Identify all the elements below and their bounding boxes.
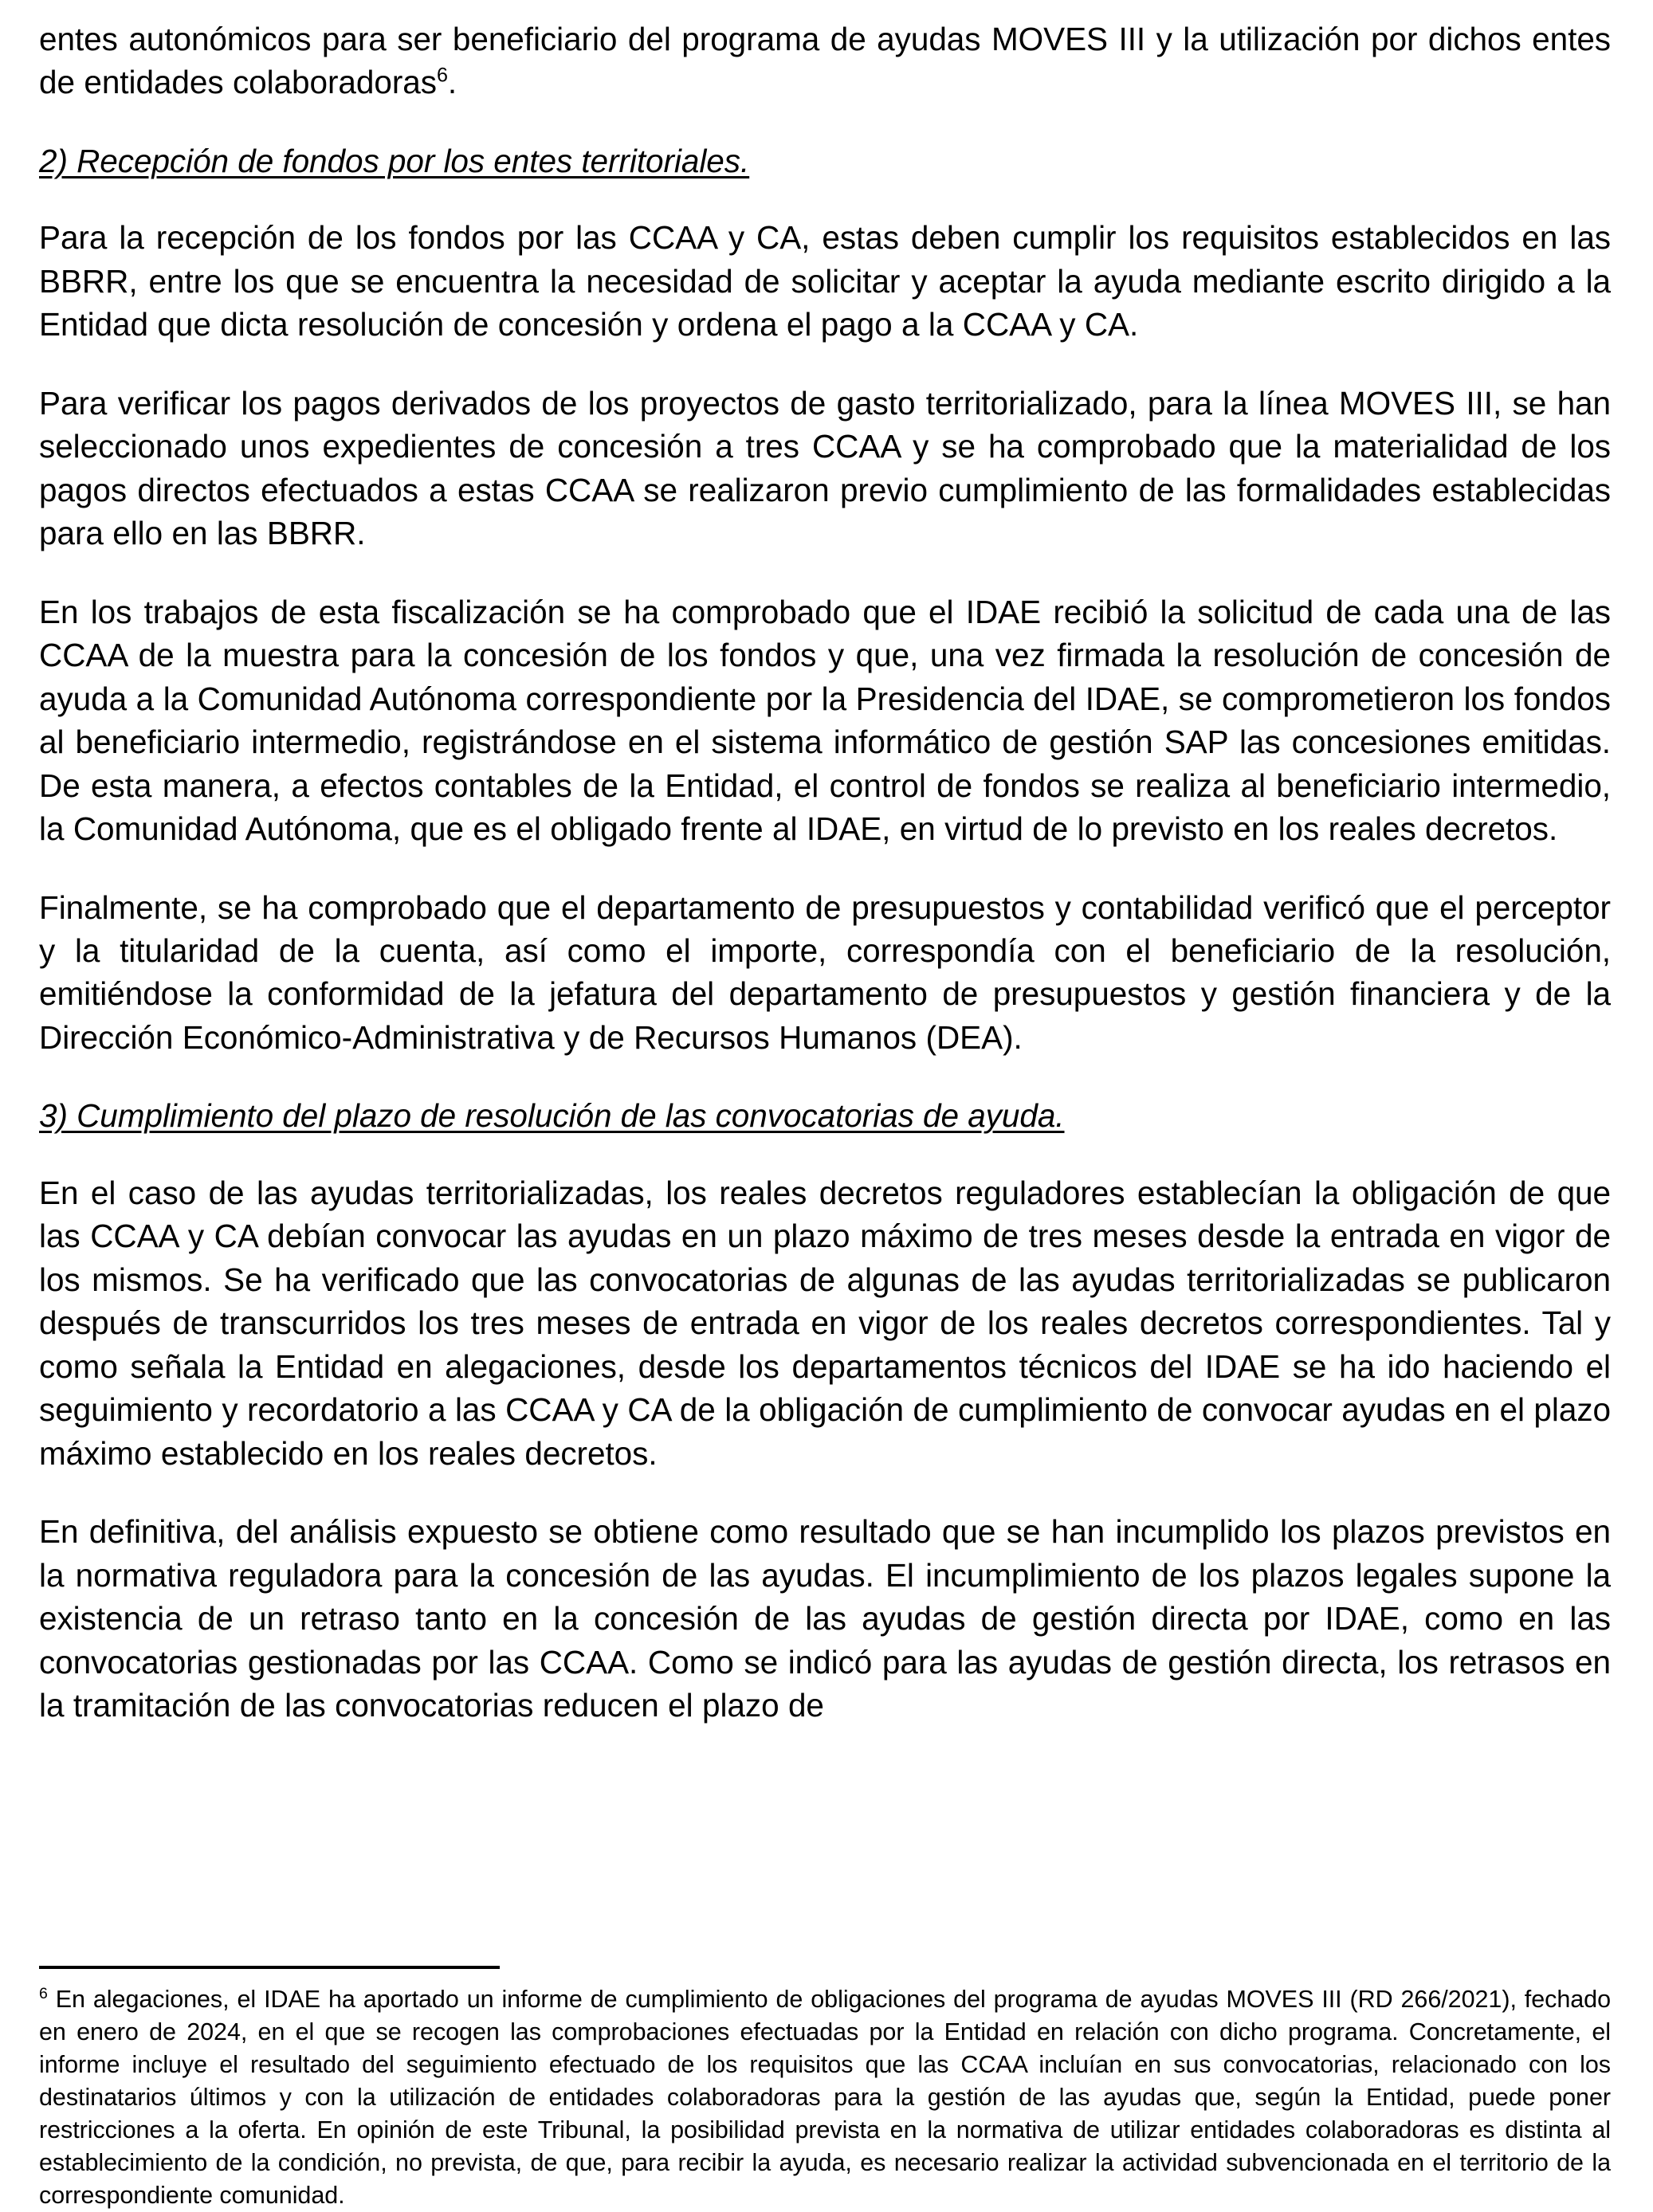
paragraph-recepcion-requisitos: Para la recepción de los fondos por las CCAA y CA, estas deben cumplir los requisitos establecidos en las BBRR, entre los que se encuentra la necesidad de solicitar y aceptar la ayuda mediante escrito dirigido a la Entidad que dicta resolución de concesión y ordena el pago a la CCAA y CA. [39,219,1611,343]
footnote-area [39,1966,1611,2212]
paragraph-trabajos-fiscalizacion: En los trabajos de esta fiscalización se ha comprobado que el IDAE recibió la solicitud de cada una de las CCAA de la muestra para la concesión de los fondos y que, una vez firmada la resolución de concesión de ayuda a la Comunidad Autónoma correspondiente por la Presidencia del IDAE, se comprometieron los fondos al beneficiario intermedio, registrándose en el sistema informático de gestión SAP las concesiones emitidas. De esta manera, a efectos contables de la Entidad, el control de fondos se realiza al beneficiario intermedio, la Comunidad Autónoma, que es el obligado frente al IDAE, en virtud de lo previsto en los reales decretos. [39,593,1611,848]
paragraph-continuation-text: entes autonómicos para ser beneficiario del programa de ayudas MOVES III y la utilización por dichos entes de entidades colaboradoras [39,21,1611,101]
document-body-column [39,18,1611,1727]
footnote-separator-rule [39,1966,500,1969]
footnote-reference-6[interactable]: 6 [436,64,448,87]
paragraph-ayudas-territorializadas: En el caso de las ayudas territorializadas, los reales decretos reguladores establecían la obligación de que las CCAA y CA debían convocar las ayudas en un plazo máximo de tres meses desde la entrada en vigor de los mismos. Se ha verificado que las convocatorias de algunas de las ayudas territorializadas se publicaron después de transcurridos los tres meses de entrada en vigor de los reales decretos correspondientes. Tal y como señala la Entidad en alegaciones, desde los departamentos técnicos del IDAE se ha ido haciendo el seguimiento y recordatorio a las CCAA y CA de la obligación de cumplimiento de convocar ayudas en el plazo máximo establecido en los reales decretos. [39,1174,1611,1472]
heading-3-cumplimiento-del-plazo: 3) Cumplimiento del plazo de resolución de las convocatorias de ayuda. [39,1097,1065,1135]
footnote-marker-6: 6 [39,1984,48,2002]
paragraph-en-definitiva: En definitiva, del análisis expuesto se obtiene como resultado que se han incumplido los plazos previstos en la normativa reguladora para la concesión de las ayudas. El incumplimiento de los plazos legales supone la existencia de un retraso tanto en la concesión de las ayudas de gestión directa por IDAE, como en las convocatorias gestionadas por las CCAA. Como se indicó para las ayudas de gestión directa, los retrasos en la tramitación de las convocatorias reducen el plazo de [39,1513,1611,1724]
paragraph-finalmente-conformidad: Finalmente, se ha comprobado que el departamento de presupuestos y contabilidad verificó que el perceptor y la titularidad de la cuenta, así como el importe, correspondía con el beneficiario de la resolución, emitiéndose la conformidad de la jefatura del departamento de presupuestos y gestión financiera y de la Dirección Económico-Administrativa y de Recursos Humanos (DEA). [39,888,1611,1056]
paragraph-verificar-pagos: Para verificar los pagos derivados de los proyectos de gasto territorializado, para la línea MOVES III, se han seleccionado unos expedientes de concesión a tres CCAA y se ha comprobado que la materialidad de los pagos directos efectuados a estas CCAA se realizaron previo cumplimiento de las formalidades establecidas para ello en las BBRR. [39,384,1611,552]
paragraph-continuation [39,18,1611,104]
footnote-6-text: En alegaciones, el IDAE ha aportado un informe de cumplimiento de obligaciones del programa de ayudas MOVES III (RD 266/2021), fechado en enero de 2024, en el que se recogen las comprobaciones efectuadas por la Entidad en relación con dicho programa. Concretamente, el informe incluye el resultado del seguimiento efectuado de los requisitos que las CCAA incluían en sus convocatorias, relacionado con los destinatarios últimos y con la utilización de entidades colaboradoras para la gestión de las ayudas que, según la Entidad, puede poner restricciones a la oferta. En opinión de este Tribunal, la posibilidad prevista en la normativa de utilizar entidades colaboradoras es distinta al establecimiento de la condición, no prevista, de que, para recibir la ayuda, es necesario realizar la actividad subvencionada en el territorio de la correspondiente comunidad. [39,1985,1611,2209]
footnote-6 [39,1983,1611,2212]
heading-2-recepcion-de-fondos: 2) Recepción de fondos por los entes territoriales. [39,142,750,179]
paragraph-continuation-tail: . [447,64,457,101]
